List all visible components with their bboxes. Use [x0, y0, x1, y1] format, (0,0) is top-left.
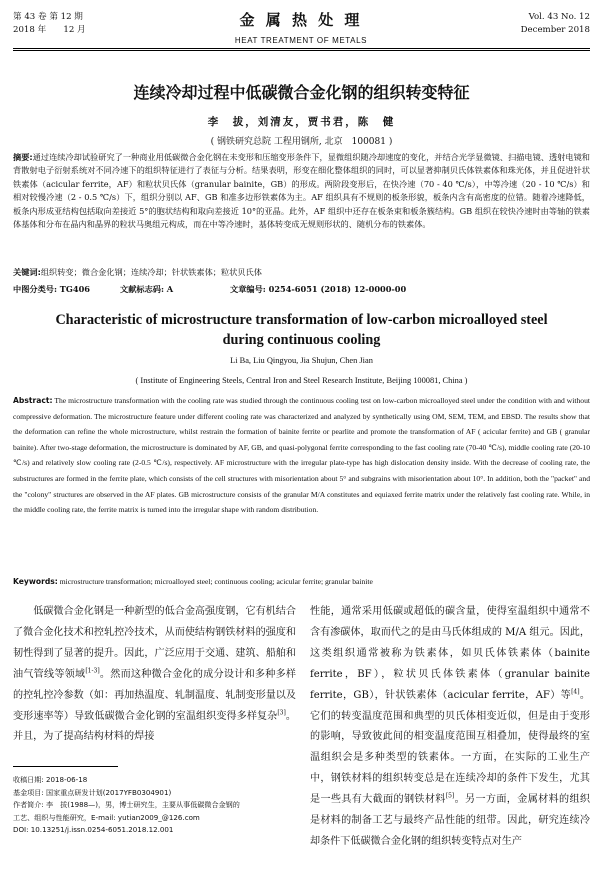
abstract-en-label: Abstract:	[13, 396, 53, 405]
keywords-cn-label: 关键词:	[13, 267, 41, 277]
journal-name-cn: 金 属 热 处 理	[239, 11, 363, 29]
body-text: 。并且，为了提高结构材料的焊接	[13, 710, 297, 743]
article-number: 文章编号: 0254-6051 (2018) 12-0000-00	[230, 284, 407, 294]
document-code: 文献标志码: A	[120, 284, 174, 294]
body-paragraph-2	[310, 602, 590, 853]
body-column-left	[13, 602, 296, 748]
authors-cn: 李 拔，刘清友，贾书君，陈 健	[207, 116, 396, 128]
journal-name-en: HEAT TREATMENT OF METALS	[234, 36, 368, 45]
header-rule	[13, 48, 590, 49]
header-date-en: December 2018	[520, 24, 590, 35]
keywords-en-text: microstructure transformation; microalloyed steel; continuous cooling; acicular ferrite; granular bainite	[59, 577, 373, 586]
keywords-en-label: Keywords:	[13, 577, 58, 586]
body-text: 。另一方面，金属材料的组织是材料的制备工艺与最终产品性能的纽带。因此，研究连续冷却条件下低碳微合金化钢的组织转变特点对生产	[310, 794, 590, 847]
body-text: 低碳微合金化钢是一种新型的低合金高强度钢，它有机结合了微合金化技术和控轧控冷技术，从而使结构钢铁材料的强度和韧性得到了显著的提升。因此，广泛应用于交通、建筑、船舶和油气管线等领域	[13, 606, 296, 680]
doi: DOI: 10.13251/j.issn.0254-6051.2018.12.001	[13, 825, 174, 835]
body-text: 。它们的转变温度范围和典型的贝氏体相变近似，但是由于变形的影响，导致彼此间的相变温度范围互相叠加，使得最终的室温组织会是多种类型的铁素体。一方面，在实际的工业生产中，钢铁材料的组织转变总是在连续冷却的条件下发生，尤其是一些具有大截面的钢铁材料	[310, 689, 591, 806]
header-date-cn: 2018 年 12 月	[13, 24, 86, 35]
footnote	[13, 774, 296, 837]
fund-info: 基金项目: 国家重点研发计划(2017YFB0304901)	[13, 787, 172, 797]
abstract-cn-label: 摘要:	[13, 152, 33, 162]
institution-en: ( Institute of Engineering Steels, Central Iron and Steel Research Institute, Beijing 100081, China )	[135, 376, 468, 385]
citation: [3]	[277, 709, 286, 717]
body-text: 性能，通常采用低碳或超低的碳含量，使得室温组织中通常不含有渗碳体，取而代之的是由马氏体组成的 M/A 组元。因此，这类组织通常被称为铁素体，如贝氏体铁素体（bainite ferrite，BF），粒状贝氏体铁素体（granular bainite ferrite，GB），针状铁素体（acicular ferrite，AF）等	[310, 606, 590, 701]
institution-cn: ( 钢铁研究总院 工程用钢所, 北京 100081 )	[210, 137, 393, 147]
abstract-en-text: The microstructure transformation with the cooling rate was studied through the continuous cooling test on low-carbon microalloyed steel under the condition with and without compressive deformation. The microstructure feature under different cooling rate was characterized and analyzed by synthetically using OM, SEM, TEM, and EBSD. The results show that the deformation can refine the whole microstructure, whilst restrain the formation of bainite ferrite or pearlite and promote the transformation of AF ( acicular ferrite) and GB ( granular bainite). After two-stage deformation, the microstructure is dominated by AF, GB, and quasi-polygonal ferrite corresponding to the fast cooling rate (70-40 ℃/s), middle cooling rate (20-10 ℃/s) and relatively slow cooling rate (2-0.5 ℃/s), respectively. AF microstructure with the irregular plate-type has high dislocation density inside. With the decrease of cooling rate, the substructures are formed in the ferrite plate, which consists of the cell structures with misorientation about 5° and subgrains with misorientation about 10°. In addition, both the "packet" and the "colony" structures are observed in the AF plates. GB microstructure consists of the granular M/A constitutes and equiaxed ferrite matrix under the relatively fast cooling rate. While, in the middle cooling rate, the ferrite matrix is turned into the irregular shape with random distribution.	[13, 396, 590, 515]
keywords-cn-text: 组织转变；微合金化钢；连续冷却；针状铁素体；粒状贝氏体	[40, 267, 262, 277]
body-paragraph-1	[13, 602, 296, 748]
abstract-en	[13, 393, 590, 518]
authors-en: Li Ba, Liu Qingyou, Jia Shujun, Chen Jian	[230, 356, 373, 365]
header-rule-thin	[13, 50, 590, 51]
author-info-line1: 作者简介: 李 拔(1988—)，男，博士研究生，主要从事低碳微合金钢的	[13, 800, 240, 810]
author-info-line2: 工艺、组织与性能研究，E-mail: yutian2009_@126.com	[13, 812, 200, 822]
paper-title-en: Characteristic of microstructure transformation of low-carbon microalloyed steel during continuous cooling	[55, 312, 548, 348]
keywords-en	[13, 574, 590, 590]
clc-number: 中图分类号: TG406	[13, 284, 90, 294]
paper-title-cn: 连续冷却过程中低碳微合金化钢的组织转变特征	[133, 83, 470, 102]
body-text: 。然而这种微合金化的成分设计和多种多样的控轧控冷参数（如：再加热温度、轧制温度、轧制变形量以及变形速率等）导致低碳微合金化钢的室温组织变得多样复杂	[13, 668, 297, 722]
footnote-rule	[13, 766, 118, 767]
received-date: 收稿日期: 2018-06-18	[13, 775, 88, 784]
header-volume-cn: 第 43 卷 第 12 期	[13, 12, 83, 22]
citation: [4]	[571, 688, 580, 696]
header-right	[521, 11, 590, 36]
citation: [1-3]	[85, 667, 100, 675]
keywords-cn	[13, 266, 590, 279]
citation: [5]	[445, 792, 455, 800]
body-column-right	[310, 602, 590, 853]
abstract-cn-text: 通过连续冷却试验研究了一种商业用低碳微合金化钢在未变形和压缩变形条件下，显微组织随冷却速度的变化，并结合光学显微镜、扫描电镜、透射电镜和背散射电子衍射系统对不同冷速下的组织特征进行了表征与分析。结果表明，形变在细化整体组织的同时，可以显著抑制贝氏体铁素体和珠光体，并且促进针状铁素体（acicular ferrite，AF）和粒状贝氏体（granular bainite，GB）的形成。两阶段变形后，在快冷速（70 - 40 ℃/s），中等冷速（20 - 10 ℃/s）和相对较慢冷速（2 - 0.5 ℃/s）下，组织分别以 AF、GB 和准多边形铁素体为主。AF 组织具有不规则的板条形貌，板条内含有高密度的位错。随着冷速降低，板条内形成亚结构包括取向差接近 5°的胞状结构和取向差接近 10°的亚晶。此外，AF 组织中还存在板条束和板条簇结构。GB 组织在较快冷速时由等轴的铁素体基体和分布在晶内和晶界的粒状马奥组元构成，而在中等冷速时，基体转变成无规则形状的、随机分布的铁素体。	[13, 152, 590, 230]
header-left	[13, 11, 86, 36]
abstract-cn	[13, 151, 590, 231]
header-volume-en: Vol. 43 No. 12	[528, 12, 590, 22]
